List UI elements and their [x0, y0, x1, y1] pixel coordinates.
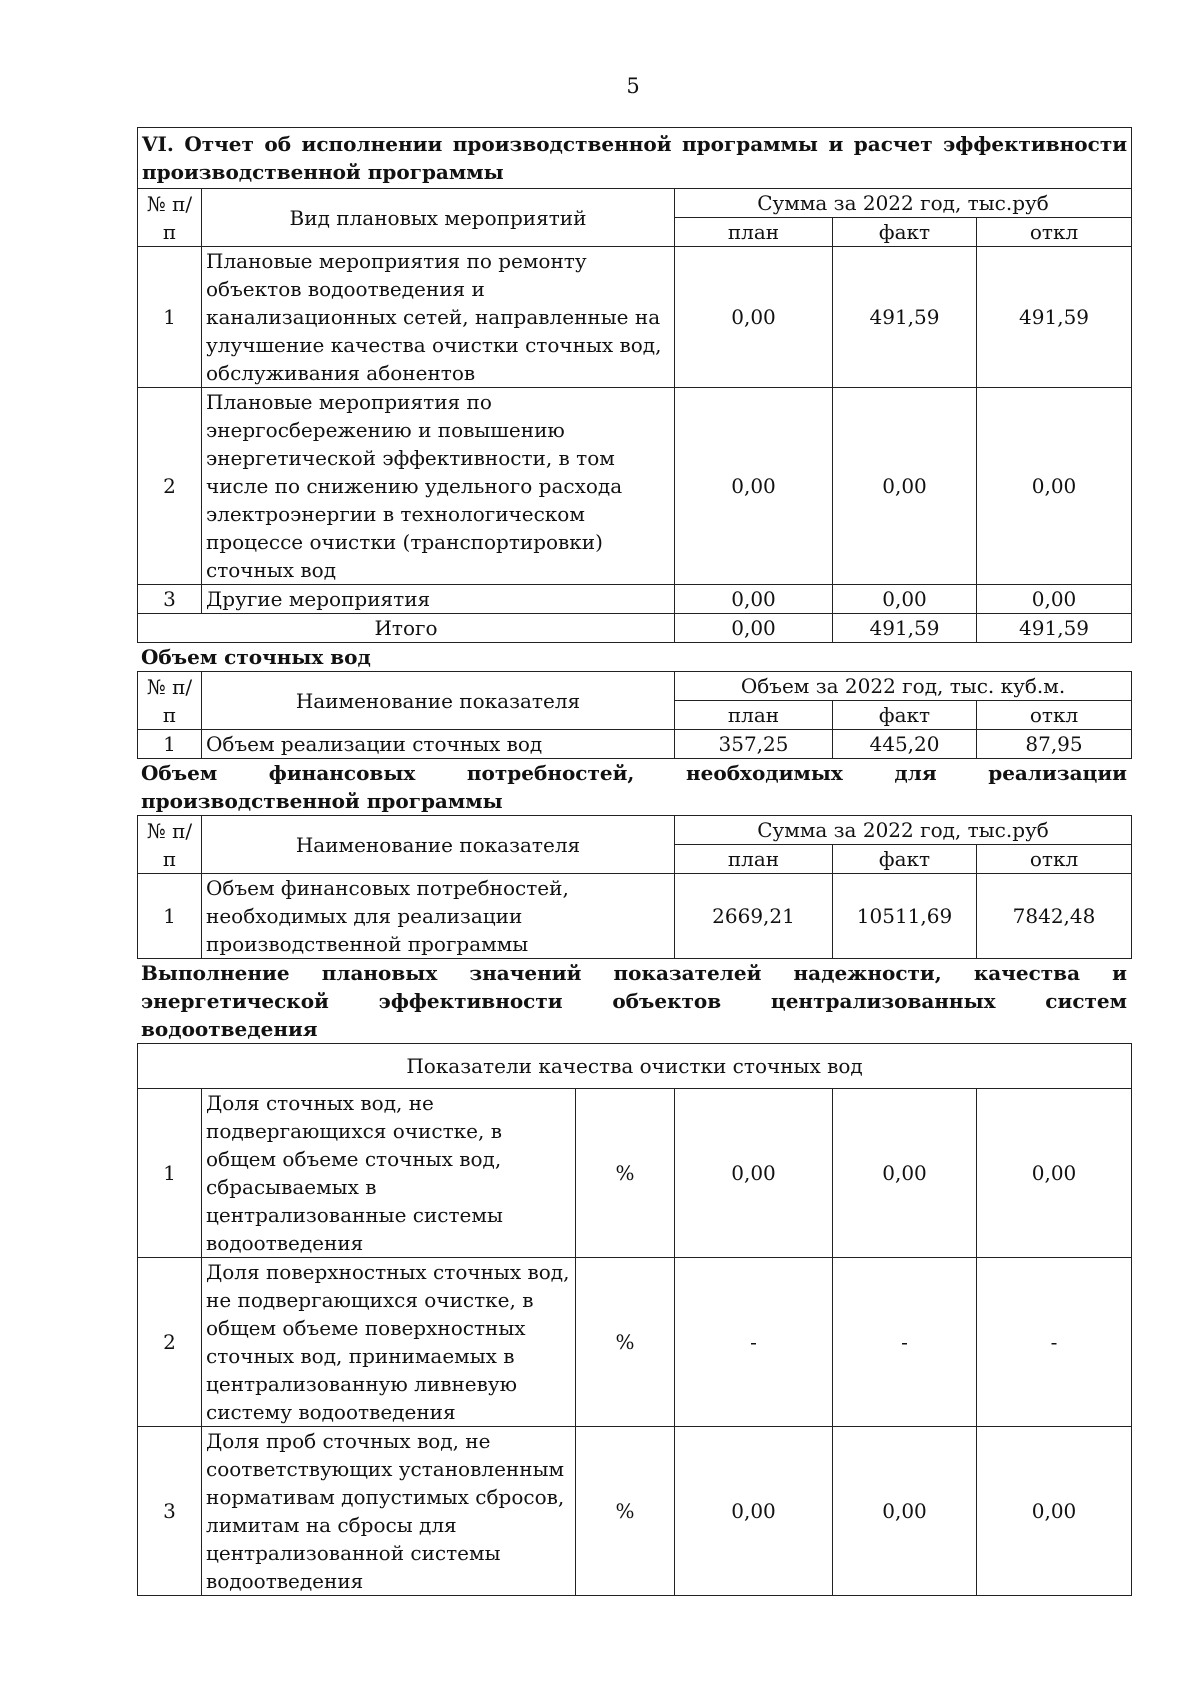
row-name: Доля сточных вод, не подвергающихся очистке, в общем объеме сточных вод, сбрасываемых в централизованные системы водоотведения [202, 1089, 576, 1258]
row-name: Другие мероприятия [202, 585, 675, 614]
total-plan: 0,00 [675, 614, 833, 643]
row-dev: 87,95 [977, 730, 1132, 759]
table-row [138, 388, 1132, 585]
col-num-header: № п/п [138, 189, 202, 247]
row-fact: 0,00 [833, 585, 977, 614]
row-fact: 0,00 [833, 1427, 977, 1596]
row-plan: 0,00 [675, 247, 833, 388]
col-num-header: № п/п [138, 672, 202, 730]
document-content [137, 127, 1131, 1596]
total-fact: 491,59 [833, 614, 977, 643]
row-name: Доля поверхностных сточных вод, не подвергающихся очистке, в общем объеме поверхностных сточных вод, принимаемых в централизованную ливневую систему водоотведения [202, 1258, 576, 1427]
col-name-header: Наименование показателя [202, 672, 675, 730]
row-plan: 357,25 [675, 730, 833, 759]
wastewater-volume-table [137, 671, 1132, 759]
col-num-header: № п/п [138, 816, 202, 874]
row-fact: 10511,69 [833, 874, 977, 959]
row-fact: 0,00 [833, 388, 977, 585]
row-dev: 0,00 [977, 388, 1132, 585]
col-sum-header: Сумма за 2022 год, тыс.руб [675, 189, 1132, 218]
col-dev-header: откл [977, 845, 1132, 874]
col-dev-header: откл [977, 218, 1132, 247]
row-plan: 2669,21 [675, 874, 833, 959]
col-sum-header: Сумма за 2022 год, тыс.руб [675, 816, 1132, 845]
row-plan: 0,00 [675, 585, 833, 614]
row-name: Объем финансовых потребностей, необходимых для реализации производственной программы [202, 874, 675, 959]
table-row [138, 1258, 1132, 1427]
table-row [138, 874, 1132, 959]
wastewater-volume-title: Объем сточных вод [141, 645, 371, 669]
row-dev: - [977, 1258, 1132, 1427]
row-fact: 491,59 [833, 247, 977, 388]
total-row [138, 614, 1132, 643]
quality-indicators-header: Показатели качества очистки сточных вод [138, 1044, 1132, 1089]
row-num: 3 [138, 585, 202, 614]
row-fact: 0,00 [833, 1089, 977, 1258]
production-program-table [137, 127, 1132, 643]
col-sum-header: Объем за 2022 год, тыс. куб.м. [675, 672, 1132, 701]
total-dev: 491,59 [977, 614, 1132, 643]
row-plan: 0,00 [675, 1427, 833, 1596]
col-fact-header: факт [833, 845, 977, 874]
row-num: 2 [138, 1258, 202, 1427]
row-dev: 491,59 [977, 247, 1132, 388]
row-unit: % [576, 1258, 675, 1427]
total-label: Итого [138, 614, 675, 643]
row-dev: 0,00 [977, 1089, 1132, 1258]
row-name: Объем реализации сточных вод [202, 730, 675, 759]
row-plan: - [675, 1258, 833, 1427]
financial-needs-title: Объем финансовых потребностей, необходимых для реализации производственной программы [141, 761, 1127, 813]
row-plan: 0,00 [675, 1089, 833, 1258]
table-row [138, 247, 1132, 388]
row-num: 1 [138, 874, 202, 959]
indicators-title: Выполнение плановых значений показателей надежности, качества и энергетической эффективности объектов централизованных систем водоотведения [141, 961, 1127, 1041]
indicators-table [137, 1043, 1132, 1596]
row-dev: 0,00 [977, 585, 1132, 614]
table-row [138, 585, 1132, 614]
col-dev-header: откл [977, 701, 1132, 730]
col-plan-header: план [675, 701, 833, 730]
col-name-header: Наименование показателя [202, 816, 675, 874]
col-name-header: Вид плановых мероприятий [202, 189, 675, 247]
row-name: Плановые мероприятия по ремонту объектов водоотведения и канализационных сетей, направленные на улучшение качества очистки сточных вод, обслуживания абонентов [202, 247, 675, 388]
row-num: 1 [138, 730, 202, 759]
row-name: Доля проб сточных вод, не соответствующих установленным нормативам допустимых сбросов, лимитам на сбросы для централизованной системы водоотведения [202, 1427, 576, 1596]
row-num: 2 [138, 388, 202, 585]
row-name: Плановые мероприятия по энергосбережению и повышению энергетической эффективности, в том числе по снижению удельного расхода электроэнергии в технологическом процессе очистки (транспортировки) сточных вод [202, 388, 675, 585]
row-unit: % [576, 1089, 675, 1258]
col-fact-header: факт [833, 701, 977, 730]
row-fact: 445,20 [833, 730, 977, 759]
row-plan: 0,00 [675, 388, 833, 585]
col-plan-header: план [675, 218, 833, 247]
section-vi-title: VI. Отчет об исполнении производственной программы и расчет эффективности производственной программы [138, 128, 1132, 189]
col-fact-header: факт [833, 218, 977, 247]
table-row [138, 1089, 1132, 1258]
row-dev: 7842,48 [977, 874, 1132, 959]
table-row [138, 1427, 1132, 1596]
row-dev: 0,00 [977, 1427, 1132, 1596]
row-num: 3 [138, 1427, 202, 1596]
col-plan-header: план [675, 845, 833, 874]
row-num: 1 [138, 1089, 202, 1258]
table-row [138, 730, 1132, 759]
row-num: 1 [138, 247, 202, 388]
row-fact: - [833, 1258, 977, 1427]
page-number: 5 [626, 74, 640, 98]
financial-needs-table [137, 815, 1132, 959]
row-unit: % [576, 1427, 675, 1596]
